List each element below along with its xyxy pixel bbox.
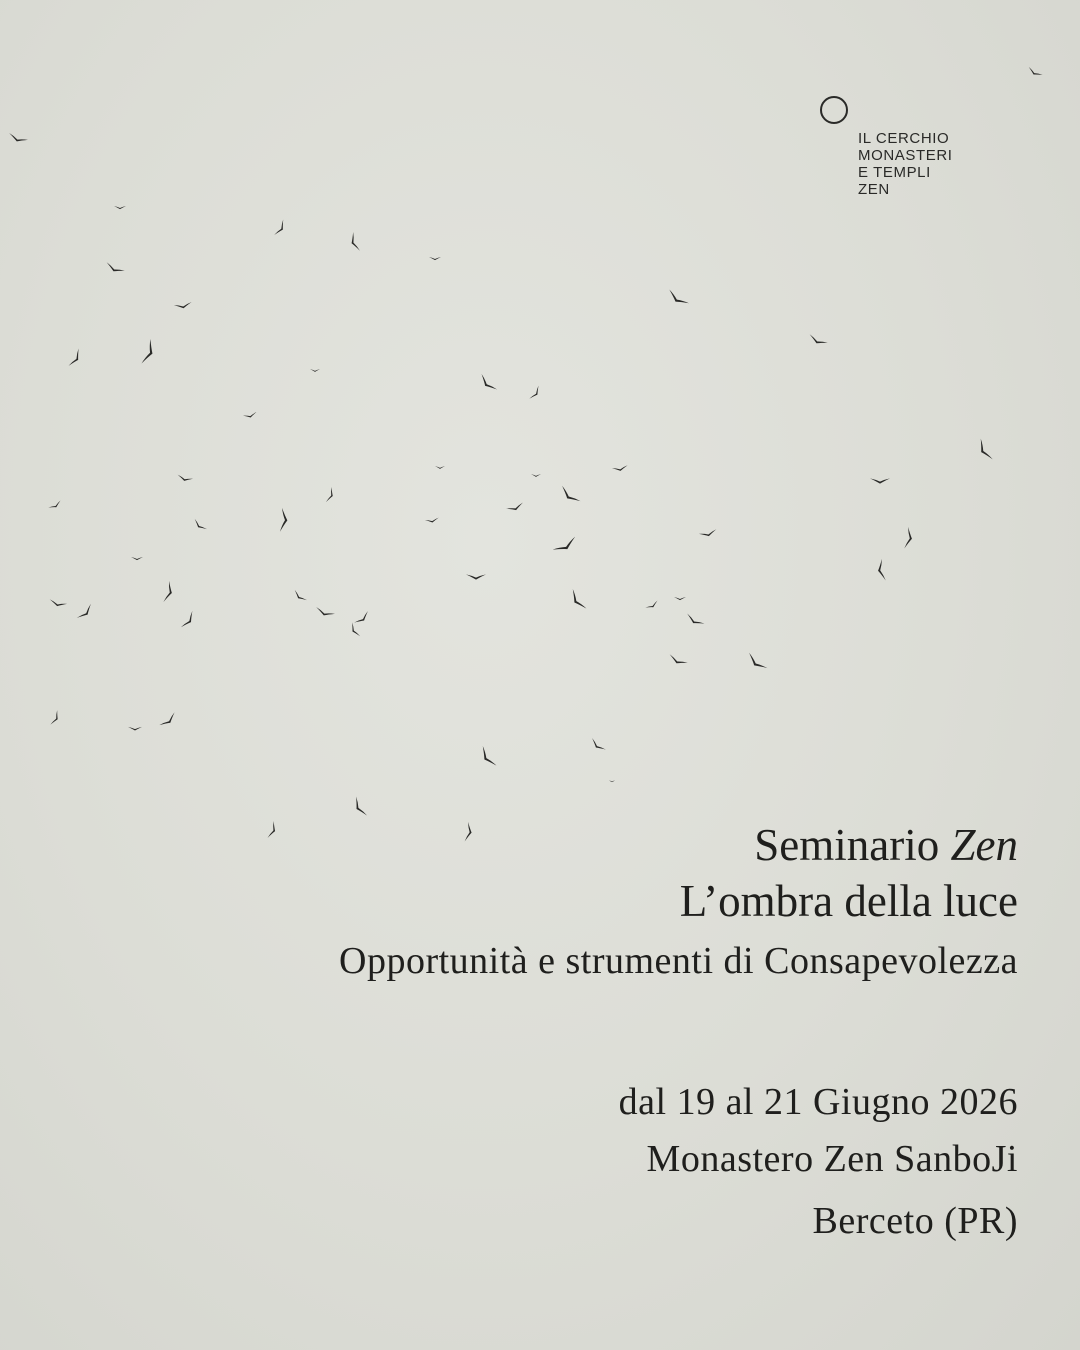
bird-silhouette	[310, 369, 320, 372]
title-main: Seminario	[754, 820, 940, 870]
bird-silhouette	[478, 746, 497, 769]
bird-silhouette	[429, 257, 441, 260]
bird-silhouette	[131, 557, 143, 560]
logo-line: ZEN	[858, 181, 890, 198]
event-title	[754, 818, 1018, 872]
bird-silhouette	[77, 604, 95, 622]
logo-wordmark	[858, 130, 1078, 198]
event-place: Berceto (PR)	[812, 1200, 1018, 1242]
logo-line: IL CERCHIO	[858, 130, 950, 147]
bird-silhouette	[354, 611, 371, 626]
bird-silhouette	[685, 614, 705, 629]
bird-silhouette	[274, 219, 287, 237]
bird-silhouette	[7, 133, 28, 145]
bird-silhouette	[69, 348, 84, 368]
bird-silhouette	[466, 574, 486, 579]
bird-silhouette	[870, 478, 890, 483]
bird-silhouette	[807, 334, 827, 347]
event-date: dal 19 al 21 Giugno 2026	[618, 1081, 1018, 1123]
bird-silhouette	[50, 710, 61, 726]
bird-silhouette	[243, 412, 257, 419]
bird-silhouette	[699, 529, 718, 538]
bird-silhouette	[612, 465, 628, 472]
logo-line: E TEMPLI	[858, 164, 931, 181]
bird-silhouette	[314, 607, 335, 619]
bird-silhouette	[1027, 67, 1043, 79]
bird-silhouette	[506, 503, 525, 514]
bird-silhouette	[477, 374, 497, 394]
bird-silhouette	[667, 654, 687, 667]
bird-silhouette	[609, 780, 615, 782]
bird-silhouette	[181, 611, 197, 630]
bird-silhouette	[975, 439, 993, 463]
bird-silhouette	[351, 797, 367, 819]
bird-silhouette	[425, 518, 439, 524]
bird-silhouette	[128, 727, 142, 731]
bird-silhouette	[568, 589, 587, 612]
bird-silhouette	[435, 466, 445, 469]
bird-silhouette	[48, 500, 62, 510]
circle-icon	[820, 96, 848, 124]
bird-silhouette	[348, 622, 360, 638]
bird-silhouette	[553, 537, 579, 556]
bird-silhouette	[292, 590, 307, 604]
bird-silhouette	[645, 600, 659, 610]
bird-silhouette	[280, 508, 288, 532]
title-emphasis: Zen	[950, 820, 1018, 870]
bird-silhouette	[348, 232, 360, 253]
bird-silhouette	[531, 474, 541, 477]
bird-silhouette	[48, 599, 67, 608]
bird-silhouette	[159, 712, 178, 729]
bird-silhouette	[589, 738, 606, 753]
bird-silhouette	[904, 527, 914, 550]
bird-silhouette	[674, 597, 686, 600]
bird-silhouette	[465, 822, 474, 843]
event-subtitle: L’ombra della luce	[679, 876, 1018, 926]
bird-silhouette	[666, 289, 689, 308]
bird-silhouette	[174, 302, 193, 310]
bird-silhouette	[192, 519, 207, 533]
bird-silhouette	[326, 487, 335, 503]
bird-silhouette	[177, 475, 194, 483]
bird-silhouette	[745, 653, 767, 673]
event-venue: Monastero Zen SanboJi	[646, 1138, 1018, 1180]
bird-silhouette	[114, 206, 126, 209]
bird-silhouette	[142, 339, 157, 366]
bird-silhouette	[163, 581, 174, 604]
event-tagline: Opportunità e strumenti di Consapevolezza	[339, 940, 1018, 982]
bird-silhouette	[104, 262, 124, 275]
logo-line: MONASTERI	[858, 147, 953, 164]
bird-silhouette	[268, 821, 279, 840]
bird-silhouette	[529, 386, 542, 402]
bird-silhouette	[558, 486, 580, 506]
bird-silhouette	[876, 559, 886, 582]
